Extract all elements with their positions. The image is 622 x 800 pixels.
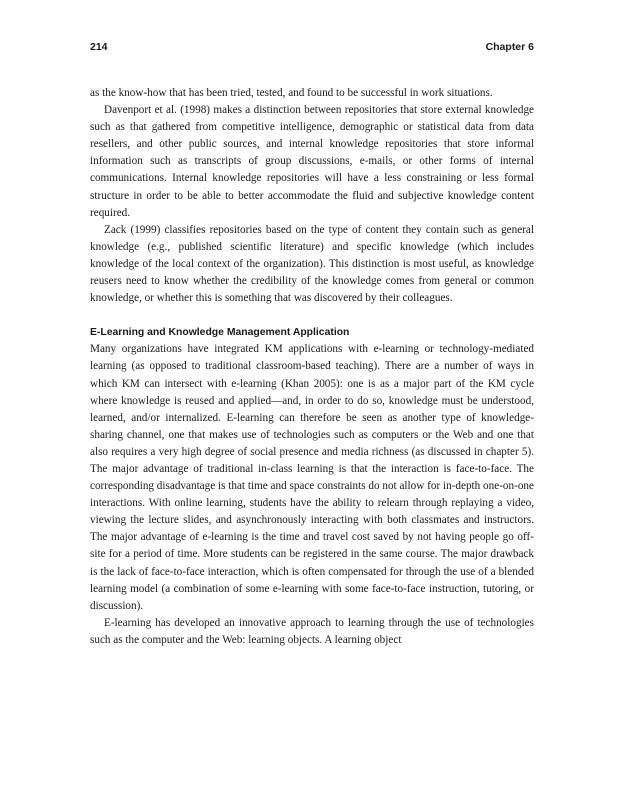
- page-number: 214: [90, 41, 108, 53]
- paragraph-elearning-objects: E-learning has developed an innovative approach to learning through the use of technologies such as the computer and the Web: learning objects. A learning object: [90, 616, 534, 646]
- paragraph-davenport: Davenport et al. (1998) makes a distinction between repositories that store external knowledge such as that gathered from competitive intelligence, demographic or statistical data from data resellers, and other public sources, and internal knowledge repositories that store informal information such as transcripts of group discussions, e-mails, or other forms of internal communications. Internal knowledge repositories will have a less constraining or less formal structure in order to be able to better accommodate the fluid and subjective knowledge content required.: [90, 104, 534, 219]
- section-heading: E-Learning and Knowledge Management Application: [90, 327, 350, 339]
- paragraph-zack: Zack (1999) classifies repositories based on the type of content they contain such as general knowledge (e.g., published scientific literature) and specific knowledge (which includes knowledge of the local context of the organization). This distinction is most useful, as knowledge reusers need to know whether the credibility of the knowledge comes from general or common knowledge, or whether this is something that was discovered by their colleagues.: [90, 223, 534, 305]
- body-text: [90, 85, 534, 649]
- chapter-label: Chapter 6: [485, 41, 534, 53]
- paragraph-elearning-intro: Many organizations have integrated KM applications with e-learning or technology-mediated learning (as opposed to traditional classroom-based teaching). There are a number of ways in which KM can intersect with e-learning (Khan 2005): one is as a major part of the KM cycle where knowledge is reused and applied—and, in order to do so, knowledge must be understood, learned, and/or internalized. E-learning can therefore be seen as another type of knowledge-sharing channel, one that makes use of technologies such as computers or the Web and one that also requires a very high degree of social presence and media richness (as discussed in chapter 5). The major advantage of traditional in-class learning is that the interaction is face-to-face. The corresponding disadvantage is that time and space constraints do not allow for in-depth one-on-one interactions. With online learning, students have the ability to relearn through replaying a video, viewing the lecture slides, and asynchronously interacting with both classmates and instructors. The major advantage of e-learning is the time and travel cost saved by not having people go off-site for a period of time. More students can be registered in the same course. The major drawback is the lack of face-to-face interaction, which is often compensated for through the use of a blended learning model (a combination of some e-learning with some face-to-face instruction, tutoring, or discussion).: [90, 343, 534, 612]
- paragraph-continued: as the know-how that has been tried, tested, and found to be successful in work situations.: [90, 87, 493, 99]
